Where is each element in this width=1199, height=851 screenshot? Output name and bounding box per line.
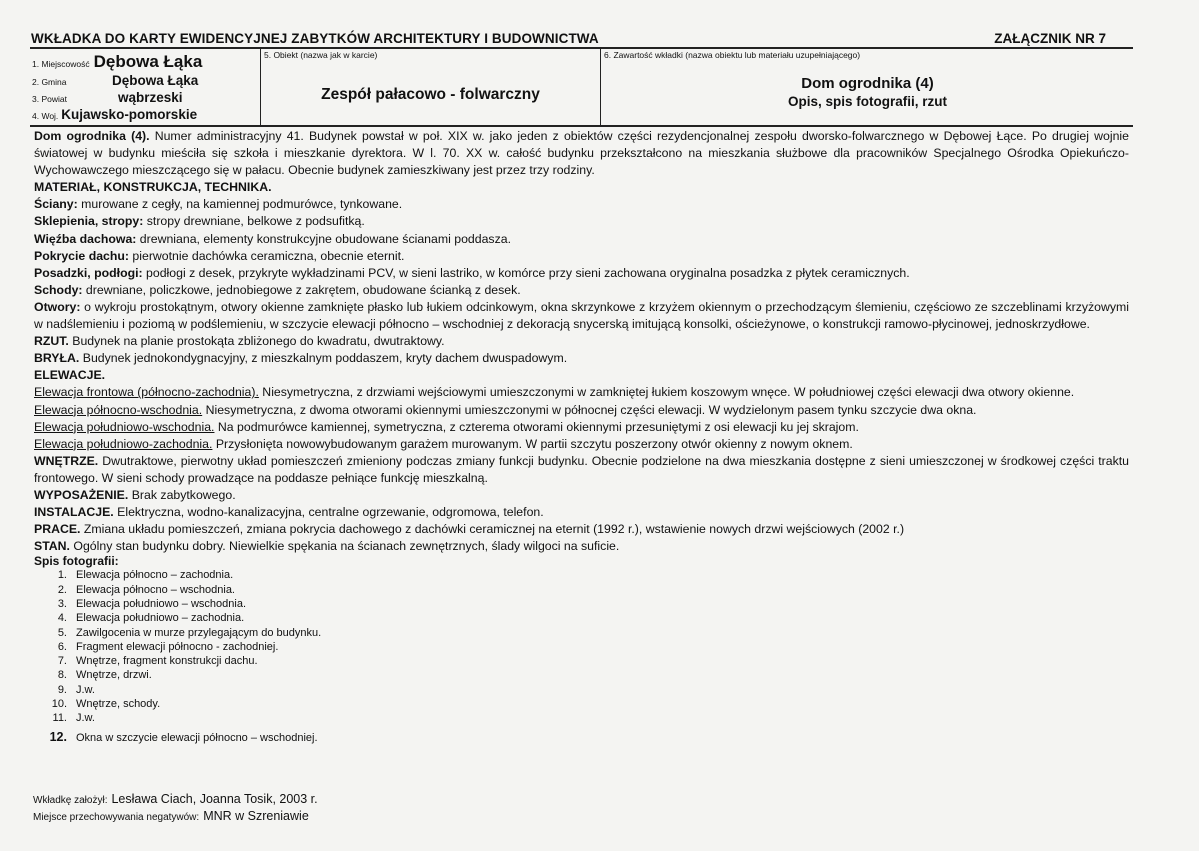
county-label: 3. Powiat [32,94,67,104]
interior-heading: WNĘTRZE. [34,453,99,468]
elevation-se-paragraph [34,419,1129,436]
photo-number: 7. [57,655,67,668]
openings-paragraph [34,299,1129,333]
photo-item [34,626,1129,640]
photo-number: 2. [57,583,67,596]
intro-text: Numer administracyjny 41. Budynek powstał w poł. XIX w. jako jeden z obiektów części rezydencjonalnej zespołu dworsko-folwarcznego w Dębowej Łące. Po drugiej wojnie światowej w budynku mieściła się szkoła i mieszkanie dyrektora. W l. 70. XX w. całość budynku przekształcono na mieszkania służbowe dla pracowników Specjalnego Ośrodka Opiekuńczo-Wychowawczego mieszczącego się w pałacu. Obecnie budynek zamieszkiwany jest przez trzy rodziny. [34,129,1129,178]
document-title: WKŁADKA DO KARTY EWIDENCYJNEJ ZABYTKÓW ARCHITEKTURY I BUDOWNICTWA [31,31,599,46]
stairs-heading: Schody: [34,282,83,297]
openings-heading: Otwory: [34,299,81,314]
state-heading: STAN. [34,539,70,554]
state-paragraph [34,538,1129,555]
header-table [30,47,1133,127]
object-value: Zespół pałacowo - folwarczny [321,86,540,103]
elevations-heading: ELEWACJE. [34,368,106,383]
mass-heading: BRYŁA. [34,351,80,366]
elevation-front-heading: Elewacja frontowa (północno-zachodnia). [34,385,259,400]
description-body [34,128,1129,749]
elevation-front-paragraph [34,384,1129,401]
intro-heading: Dom ogrodnika (4). [34,129,150,143]
mass-paragraph [34,350,1129,367]
interior-paragraph [34,453,1129,487]
installations-heading: INSTALACJE. [34,505,114,520]
photo-item [34,711,1129,725]
locality-label: 1. Miejscowość [32,59,90,69]
commune-label: 2. Gmina [32,77,67,87]
author-value: Lesława Ciach, Joanna Tosik, 2003 r. [111,792,318,806]
installations-paragraph [34,504,1129,521]
contents-subtitle: Opis, spis fotografii, rzut [787,94,947,109]
photo-item [34,611,1129,625]
works-text: Zmiana układu pomieszczeń, zmiana pokrycia dachowego z dachówki ceramicznej na eternit (1992 r.), wstawienie nowych drzwi wejściowych (2002 r.) [80,522,905,537]
photo-caption: Wnętrze, schody. [76,698,161,711]
photo-item [34,668,1129,682]
photo-caption: Elewacja północno – zachodnia. [76,569,234,582]
elevation-ne-text: Niesymetryczna, z dwoma otworami okiennymi umieszczonymi w północnej części elewacji. W wydzielonym pasem tynku szczycie dwa okna. [202,402,977,417]
county-field [32,89,183,107]
stairs-text: drewniane, policzkowe, jednobiegowe z zakrętem, obudowane ścianką z desek. [82,282,521,297]
photo-item [34,568,1129,582]
contents-title: Dom ogrodnika (4) [801,75,934,92]
contents-cell [600,49,1134,125]
vaults-heading: Sklepienia, stropy: [34,214,144,229]
photo-number: 11. [52,712,67,725]
locality-field [32,52,202,72]
photo-number: 4. [57,612,67,625]
photo-caption: Wnętrze, drzwi. [76,669,152,682]
photo-number: 6. [57,640,67,653]
elevation-sw-text: Przysłonięta nowowybudowanym garażem murowanym. W partii szczytu poszerzony otwór okienny z nowym oknem. [212,436,853,451]
photo-caption: J.w. [76,683,95,696]
contents-label: 6. Zawartość wkładki (nazwa obiektu lub materiału uzupełniającego) [604,50,861,60]
equipment-paragraph [34,487,1129,504]
object-cell [260,49,600,125]
interior-text: Dwutraktowe, pierwotny układ pomieszczeń zmieniony podczas zmiany funkcji budynku. Obecnie podzielone na dwa mieszkania dostępne z sieni umieszczonej w środkowej części traktu frontowego. W sieni schody prowadzące na poddasze pełniące funkcję mieszkalną. [34,453,1129,485]
equipment-heading: WYPOSAŻENIE. [34,487,129,502]
county-value: wąbrzeski [118,90,183,105]
truss-text: drewniana, elementy konstrukcyjne obudowane ścianami poddasza. [136,231,511,246]
photo-number: 3. [57,597,67,610]
author-line [33,792,318,806]
photo-item [34,683,1129,697]
elevation-se-text: Na podmurówce kamiennej, symetryczna, z czterema otworami okiennymi przesuniętymi z osi elewacji ku jej skrajom. [214,419,859,434]
walls-text: murowane z cegły, na kamiennej podmurówce, tynkowane. [77,197,403,212]
photo-number: 5. [57,626,67,639]
plan-text: Budynek na planie prostokąta zbliżonego do kwadratu, dwutraktowy. [68,334,445,349]
intro-paragraph [34,128,1129,179]
photo-number: 8. [57,669,67,682]
elevation-se-heading: Elewacja południowo-wschodnia. [34,419,215,434]
stairs-paragraph [34,282,1129,299]
voivodeship-field [32,106,197,124]
works-paragraph [34,521,1129,538]
voivodeship-label: 4. Woj. [32,111,59,121]
location-cell [30,49,258,125]
photo-item [34,597,1129,611]
photo-list-title: Spis fotografii: [34,554,119,569]
photo-caption: Elewacja południowo – wschodnia. [76,597,246,610]
plan-heading: RZUT. [34,334,69,349]
photo-caption: Elewacja północno – wschodnia. [76,583,235,596]
state-text: Ogólny stan budynku dobry. Niewielkie spękania na ścianach zewnętrznych, ślady wilgoci na suficie. [69,539,620,554]
author-label: Wkładkę założył: [33,795,108,806]
photo-item [34,583,1129,597]
elevation-front-text: Niesymetryczna, z drzwiami wejściowymi umieszczonymi w zamkniętej łukiem koszowym wnęce. W południowej części elewacji dwa otwory okienne. [258,385,1075,400]
photo-number: 10. [51,698,67,711]
vaults-text: stropy drewniane, belkowe z podsufitką. [143,214,365,229]
installations-text: Elektryczna, wodno-kanalizacyjna, centralne ogrzewanie, odgromowa, telefon. [113,505,544,520]
elevation-sw-heading: Elewacja południowo-zachodnia. [34,436,213,451]
locality-value: Dębowa Łąka [93,52,203,71]
elevation-ne-heading: Elewacja północno-wschodnia. [34,402,203,417]
storage-value: MNR w Szreniawie [203,809,309,823]
plan-paragraph [34,333,1129,350]
roof-paragraph [34,248,1129,265]
photo-item [34,697,1129,711]
works-heading: PRACE. [34,522,81,537]
commune-value: Dębowa Łąka [112,73,199,88]
floors-heading: Posadzki, podłogi: [34,265,143,280]
annex-number: ZAŁĄCZNIK NR 7 [994,31,1106,46]
truss-paragraph [34,231,1129,248]
voivodeship-value: Kujawsko-pomorskie [61,107,198,122]
floors-paragraph [34,265,1129,282]
walls-heading: Ściany: [34,197,78,212]
material-heading: MATERIAŁ, KONSTRUKCJA, TECHNIKA. [34,180,272,195]
floors-text: podłogi z desek, przykryte wykładzinami PCV, w sieni lastriko, w komórce przy sieni zachowana oryginalna posadzka z płytek ceramicznych. [142,265,910,280]
photo-item [34,640,1129,654]
photo-caption: Fragment elewacji północno - zachodniej. [76,640,279,653]
roof-heading: Pokrycie dachu: [34,248,129,263]
openings-text: o wykroju prostokątnym, otwory okienne zamknięte płasko lub łukiem odcinkowym, okna skrzynkowe z krzyżem okiennym o przechodzącym ślemieniu, częściowo ze szczeblinami krzyżowymi w nadślemieniu i poziomą w podślemieniu, w szczycie elewacji północno – wschodniej z dekoracją snycerską imitującą konsolki, ościeżynowe, o konstrukcji ramowo-płycinowej, jednoskrzydłowe. [34,299,1129,332]
object-label: 5. Obiekt (nazwa jak w karcie) [264,50,378,60]
photo-caption: Elewacja południowo – zachodnia. [76,612,245,625]
photo-number: 9. [57,683,67,696]
vaults-paragraph [34,213,1129,230]
walls-paragraph [34,196,1129,213]
photo-item [34,726,1129,749]
photo-caption: Wnętrze, fragment konstrukcji dachu. [76,655,258,668]
storage-label: Miejsce przechowywania negatywów: [33,812,200,823]
photo-caption: Zawilgocenia w murze przylegającym do budynku. [76,626,322,639]
photo-number: 12. [49,729,67,744]
commune-field [32,72,198,90]
mass-text: Budynek jednokondygnacyjny, z mieszkalnym poddaszem, kryty dachem dwuspadowym. [79,351,568,366]
elevation-ne-paragraph [34,402,1129,419]
elevation-sw-paragraph [34,436,1129,453]
roof-text: pierwotnie dachówka ceramiczna, obecnie eternit. [129,248,405,263]
storage-line [33,809,309,823]
photo-list [34,568,1129,748]
photo-item [34,654,1129,668]
photo-caption: Okna w szczycie elewacji północno – wschodniej. [76,731,318,744]
equipment-text: Brak zabytkowego. [128,487,236,502]
photo-number: 1. [57,569,67,582]
photo-caption: J.w. [76,712,95,725]
truss-heading: Więźba dachowa: [34,231,137,246]
